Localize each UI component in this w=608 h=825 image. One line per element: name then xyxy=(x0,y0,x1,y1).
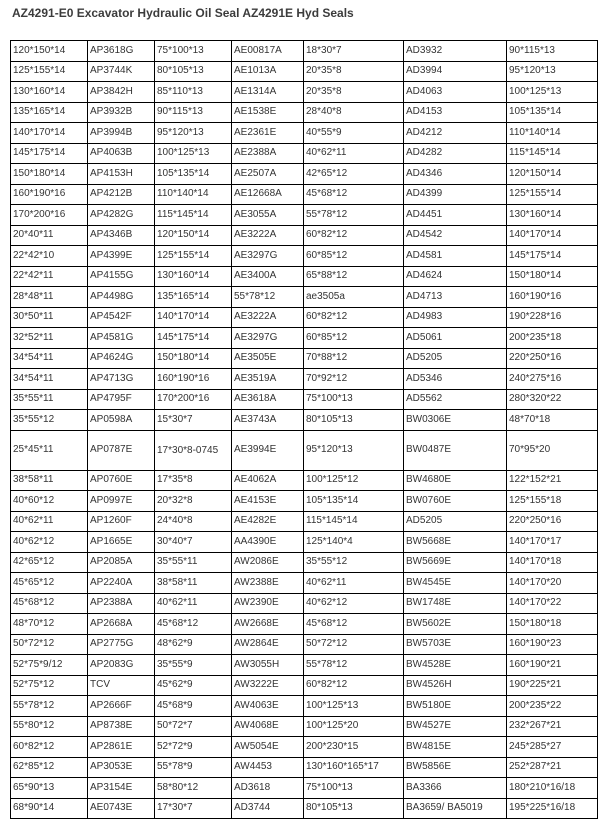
table-cell: AE3400A xyxy=(232,266,304,287)
table-cell: AD3994 xyxy=(404,61,507,82)
table-cell: AP1665E xyxy=(88,532,155,553)
table-cell: AP4212B xyxy=(88,184,155,205)
table-cell: 90*115*13 xyxy=(155,102,232,123)
table-cell: 122*152*21 xyxy=(507,470,598,491)
table-cell: BW0306E xyxy=(404,410,507,431)
table-cell: 75*100*13 xyxy=(304,389,404,410)
table-cell: 40*62*11 xyxy=(304,573,404,594)
table-cell: 34*54*11 xyxy=(11,348,88,369)
table-cell: AE3505E xyxy=(232,348,304,369)
table-cell: AP2240A xyxy=(88,573,155,594)
table-cell: ae3505a xyxy=(304,287,404,308)
table-cell: BW5703E xyxy=(404,634,507,655)
table-cell: AP2775G xyxy=(88,634,155,655)
table-cell: 40*55*9 xyxy=(304,123,404,144)
table-cell: AA4390E xyxy=(232,532,304,553)
table-cell: 105*135*14 xyxy=(507,102,598,123)
table-cell: 28*40*8 xyxy=(304,102,404,123)
table-row xyxy=(11,307,598,328)
table-cell: 40*62*12 xyxy=(304,593,404,614)
table-cell: 55*78*12 xyxy=(304,655,404,676)
table-row xyxy=(11,41,598,62)
table-row xyxy=(11,410,598,431)
table-cell: 35*55*11 xyxy=(11,389,88,410)
table-cell: AP1260F xyxy=(88,511,155,532)
table-cell: AD4153 xyxy=(404,102,507,123)
table-cell: AD4063 xyxy=(404,82,507,103)
table-cell: AW2390E xyxy=(232,593,304,614)
table-cell: 45*68*9 xyxy=(155,696,232,717)
table-cell: AP3618G xyxy=(88,41,155,62)
table-cell: AP0787E xyxy=(88,430,155,470)
table-cell: AW2388E xyxy=(232,573,304,594)
table-cell: AP4795F xyxy=(88,389,155,410)
table-row xyxy=(11,328,598,349)
table-cell: 85*110*13 xyxy=(155,82,232,103)
table-cell: AD4542 xyxy=(404,225,507,246)
table-cell: 20*32*8 xyxy=(155,491,232,512)
table-cell: 125*140*4 xyxy=(304,532,404,553)
table-cell: AE00817A xyxy=(232,41,304,62)
table-cell: 45*62*9 xyxy=(155,675,232,696)
table-row xyxy=(11,184,598,205)
table-cell: 130*160*14 xyxy=(155,266,232,287)
table-cell: AP4498G xyxy=(88,287,155,308)
table-cell: BW0760E xyxy=(404,491,507,512)
table-cell: 52*75*12 xyxy=(11,675,88,696)
table-row xyxy=(11,123,598,144)
table-cell: 252*287*21 xyxy=(507,757,598,778)
table-cell: 55*78*12 xyxy=(304,205,404,226)
table-row xyxy=(11,369,598,390)
table-cell: BW4545E xyxy=(404,573,507,594)
table-cell: 100*125*12 xyxy=(304,470,404,491)
table-cell: 70*88*12 xyxy=(304,348,404,369)
table-cell: 140*170*20 xyxy=(507,573,598,594)
table-cell: 35*55*11 xyxy=(155,552,232,573)
table-cell: AE2388A xyxy=(232,143,304,164)
table-cell: 45*68*12 xyxy=(304,184,404,205)
table-cell: AE3297G xyxy=(232,246,304,267)
table-cell: 18*30*7 xyxy=(304,41,404,62)
table-row xyxy=(11,266,598,287)
table-cell: 45*68*12 xyxy=(304,614,404,635)
table-cell: 160*190*23 xyxy=(507,634,598,655)
table-cell: 60*82*12 xyxy=(304,675,404,696)
table-cell: BW4526H xyxy=(404,675,507,696)
table-cell: BW4815E xyxy=(404,737,507,758)
table-cell: 140*170*14 xyxy=(11,123,88,144)
table-cell: 40*62*11 xyxy=(155,593,232,614)
table-cell: 100*125*13 xyxy=(304,696,404,717)
table-cell: AP3744K xyxy=(88,61,155,82)
table-cell: AD5346 xyxy=(404,369,507,390)
table-cell: BW0487E xyxy=(404,430,507,470)
table-cell: AW3055H xyxy=(232,655,304,676)
table-cell: 68*90*14 xyxy=(11,798,88,819)
table-cell: 150*180*14 xyxy=(155,348,232,369)
table-cell: BW5668E xyxy=(404,532,507,553)
table-cell: 30*50*11 xyxy=(11,307,88,328)
table-cell: AD5061 xyxy=(404,328,507,349)
table-row xyxy=(11,655,598,676)
table-cell: 55*78*12 xyxy=(11,696,88,717)
table-cell: 145*175*14 xyxy=(155,328,232,349)
table-cell: 220*250*16 xyxy=(507,511,598,532)
table-row xyxy=(11,348,598,369)
table-cell: 35*55*12 xyxy=(304,552,404,573)
table-cell: 160*190*16 xyxy=(507,287,598,308)
table-cell: BW4528E xyxy=(404,655,507,676)
table-cell: AE12668A xyxy=(232,184,304,205)
table-cell: 40*62*11 xyxy=(11,511,88,532)
table-cell: AW2086E xyxy=(232,552,304,573)
table-cell: 130*160*165*17 xyxy=(304,757,404,778)
table-cell: 90*115*13 xyxy=(507,41,598,62)
table-cell: 22*42*11 xyxy=(11,266,88,287)
table-row xyxy=(11,737,598,758)
table-cell: AE1314A xyxy=(232,82,304,103)
table-cell: AP3154E xyxy=(88,778,155,799)
table-cell: 110*140*14 xyxy=(155,184,232,205)
table-cell: 20*35*8 xyxy=(304,61,404,82)
table-cell: 100*125*13 xyxy=(507,82,598,103)
table-cell: 160*190*16 xyxy=(155,369,232,390)
table-cell: AD4399 xyxy=(404,184,507,205)
table-cell: AD4451 xyxy=(404,205,507,226)
table-cell: 145*175*14 xyxy=(11,143,88,164)
table-cell: 15*30*7 xyxy=(155,410,232,431)
table-cell: 100*125*13 xyxy=(155,143,232,164)
table-cell: 50*72*12 xyxy=(304,634,404,655)
table-cell: 140*170*18 xyxy=(507,552,598,573)
table-cell: AD4713 xyxy=(404,287,507,308)
table-cell: 200*230*15 xyxy=(304,737,404,758)
table-cell: 25*45*11 xyxy=(11,430,88,470)
table-cell: 75*100*13 xyxy=(304,778,404,799)
table-cell: 50*72*12 xyxy=(11,634,88,655)
table-cell: 120*150*14 xyxy=(507,164,598,185)
table-cell: 240*275*16 xyxy=(507,369,598,390)
table-row xyxy=(11,757,598,778)
table-row xyxy=(11,593,598,614)
table-cell: 45*68*12 xyxy=(11,593,88,614)
table-cell: 145*175*14 xyxy=(507,246,598,267)
table-cell: AD4983 xyxy=(404,307,507,328)
table-cell: AE2361E xyxy=(232,123,304,144)
table-cell: 180*210*16/18 xyxy=(507,778,598,799)
table-cell: 30*40*7 xyxy=(155,532,232,553)
table-cell: AE3618A xyxy=(232,389,304,410)
table-cell: 135*165*14 xyxy=(11,102,88,123)
table-cell: 50*72*7 xyxy=(155,716,232,737)
table-cell: 130*160*14 xyxy=(11,82,88,103)
table-cell: AP3842H xyxy=(88,82,155,103)
table-cell: 220*250*16 xyxy=(507,348,598,369)
table-cell: AP4581G xyxy=(88,328,155,349)
table-cell: AW4453 xyxy=(232,757,304,778)
table-cell: 60*82*12 xyxy=(304,307,404,328)
table-cell: AE4153E xyxy=(232,491,304,512)
table-cell: 150*180*14 xyxy=(507,266,598,287)
table-cell: 150*180*14 xyxy=(11,164,88,185)
table-cell: AP2085A xyxy=(88,552,155,573)
table-cell: 40*62*12 xyxy=(11,532,88,553)
table-row xyxy=(11,287,598,308)
table-cell: BW4527E xyxy=(404,716,507,737)
table-row xyxy=(11,696,598,717)
table-cell: BA3366 xyxy=(404,778,507,799)
table-cell: 80*105*13 xyxy=(304,410,404,431)
table-row xyxy=(11,225,598,246)
table-cell: AD5562 xyxy=(404,389,507,410)
table-cell: 140*170*17 xyxy=(507,532,598,553)
table-cell: 20*35*8 xyxy=(304,82,404,103)
table-cell: TCV xyxy=(88,675,155,696)
table-cell: 115*145*14 xyxy=(304,511,404,532)
table-cell: 232*267*21 xyxy=(507,716,598,737)
table-cell: AE2507A xyxy=(232,164,304,185)
table-cell: 115*145*14 xyxy=(507,143,598,164)
table-cell: 125*155*14 xyxy=(11,61,88,82)
table-cell: AP4399E xyxy=(88,246,155,267)
table-cell: BW5856E xyxy=(404,757,507,778)
table-cell: 38*58*11 xyxy=(11,470,88,491)
table-cell: AP4542F xyxy=(88,307,155,328)
table-cell: AP3932B xyxy=(88,102,155,123)
table-cell: 280*320*22 xyxy=(507,389,598,410)
table-row xyxy=(11,164,598,185)
table-cell: 80*105*13 xyxy=(304,798,404,819)
table-row xyxy=(11,61,598,82)
table-row xyxy=(11,573,598,594)
table-cell: AE1538E xyxy=(232,102,304,123)
table-cell: AP4063B xyxy=(88,143,155,164)
table-row xyxy=(11,389,598,410)
table-cell: AP4713G xyxy=(88,369,155,390)
table-cell: 115*145*14 xyxy=(155,205,232,226)
table-cell: AP4155G xyxy=(88,266,155,287)
table-row xyxy=(11,143,598,164)
page-title: AZ4291-E0 Excavator Hydraulic Oil Seal AZ4291E Hyd Seals xyxy=(12,6,354,20)
table-cell: AP2666F xyxy=(88,696,155,717)
table-cell: 195*225*16/18 xyxy=(507,798,598,819)
table-cell: 105*135*14 xyxy=(155,164,232,185)
table-cell: 62*85*12 xyxy=(11,757,88,778)
table-cell: 80*105*13 xyxy=(155,61,232,82)
table-row xyxy=(11,798,598,819)
table-cell: 35*55*9 xyxy=(155,655,232,676)
table-cell: AP0997E xyxy=(88,491,155,512)
table-cell: AW5054E xyxy=(232,737,304,758)
table-cell: 52*72*9 xyxy=(155,737,232,758)
table-cell: AD5205 xyxy=(404,348,507,369)
table-cell: 20*40*11 xyxy=(11,225,88,246)
table-cell: AD3618 xyxy=(232,778,304,799)
table-cell: AW2864E xyxy=(232,634,304,655)
table-cell: 48*62*9 xyxy=(155,634,232,655)
table-cell: AE3519A xyxy=(232,369,304,390)
table-cell: AE4282E xyxy=(232,511,304,532)
table-cell: AP4346B xyxy=(88,225,155,246)
table-cell: 65*90*13 xyxy=(11,778,88,799)
table-cell: BW1748E xyxy=(404,593,507,614)
table-cell: AP3053E xyxy=(88,757,155,778)
table-cell: BW5602E xyxy=(404,614,507,635)
table-row xyxy=(11,82,598,103)
table-cell: AW3222E xyxy=(232,675,304,696)
table-cell: 125*155*18 xyxy=(507,491,598,512)
table-cell: 28*48*11 xyxy=(11,287,88,308)
table-cell: AE0743E xyxy=(88,798,155,819)
table-row xyxy=(11,246,598,267)
table-row xyxy=(11,102,598,123)
table-cell: 95*120*13 xyxy=(155,123,232,144)
table-cell: 150*180*18 xyxy=(507,614,598,635)
table-cell: 40*60*12 xyxy=(11,491,88,512)
table-body xyxy=(11,41,598,819)
table-row xyxy=(11,532,598,553)
table-cell: 17*30*8-0745 xyxy=(155,430,232,470)
table-cell: 140*170*22 xyxy=(507,593,598,614)
table-row xyxy=(11,716,598,737)
table-cell: 170*200*16 xyxy=(11,205,88,226)
table-cell: 34*54*11 xyxy=(11,369,88,390)
table-cell: 160*190*16 xyxy=(11,184,88,205)
table-row xyxy=(11,491,598,512)
table-cell: 100*125*20 xyxy=(304,716,404,737)
table-cell: AP4153H xyxy=(88,164,155,185)
table-cell: 170*200*16 xyxy=(155,389,232,410)
table-cell: AP0598A xyxy=(88,410,155,431)
table-cell: 45*65*12 xyxy=(11,573,88,594)
table-row xyxy=(11,675,598,696)
table-cell: 55*78*12 xyxy=(232,287,304,308)
table-cell: 70*95*20 xyxy=(507,430,598,470)
table-cell: AD3932 xyxy=(404,41,507,62)
table-cell: AD5205 xyxy=(404,511,507,532)
table-cell: 22*42*10 xyxy=(11,246,88,267)
table-cell: AE4062A xyxy=(232,470,304,491)
table-cell: 55*78*9 xyxy=(155,757,232,778)
table-cell: AP4624G xyxy=(88,348,155,369)
table-cell: 35*55*12 xyxy=(11,410,88,431)
table-cell: AP4282G xyxy=(88,205,155,226)
table-cell: 17*35*8 xyxy=(155,470,232,491)
table-cell: BW5180E xyxy=(404,696,507,717)
table-cell: AE1013A xyxy=(232,61,304,82)
table-cell: 55*80*12 xyxy=(11,716,88,737)
table-cell: 135*165*14 xyxy=(155,287,232,308)
table-cell: AE3994E xyxy=(232,430,304,470)
table-row xyxy=(11,634,598,655)
table-cell: AD4346 xyxy=(404,164,507,185)
table-cell: AP2668A xyxy=(88,614,155,635)
table-cell: BW4680E xyxy=(404,470,507,491)
table-cell: AE3743A xyxy=(232,410,304,431)
table-row xyxy=(11,470,598,491)
table-cell: 48*70*12 xyxy=(11,614,88,635)
table-cell: 95*120*13 xyxy=(507,61,598,82)
table-cell: 40*62*11 xyxy=(304,143,404,164)
table-row xyxy=(11,205,598,226)
table-cell: 42*65*12 xyxy=(11,552,88,573)
table-row xyxy=(11,778,598,799)
table-cell: 105*135*14 xyxy=(304,491,404,512)
table-cell: 42*65*12 xyxy=(304,164,404,185)
table-cell: 140*170*14 xyxy=(507,225,598,246)
table-row xyxy=(11,552,598,573)
table-row xyxy=(11,614,598,635)
table-cell: AW4063E xyxy=(232,696,304,717)
table-cell: 38*58*11 xyxy=(155,573,232,594)
table-cell: AP2388A xyxy=(88,593,155,614)
table-cell: 32*52*11 xyxy=(11,328,88,349)
table-cell: BW5669E xyxy=(404,552,507,573)
table-cell: 60*82*12 xyxy=(11,737,88,758)
table-cell: 45*68*12 xyxy=(155,614,232,635)
table-cell: 120*150*14 xyxy=(155,225,232,246)
table-cell: 190*225*21 xyxy=(507,675,598,696)
table-cell: BA3659/ BA5019 xyxy=(404,798,507,819)
table-cell: 65*88*12 xyxy=(304,266,404,287)
table-cell: 120*150*14 xyxy=(11,41,88,62)
table-cell: AE3055A xyxy=(232,205,304,226)
table-cell: 125*155*14 xyxy=(507,184,598,205)
table-cell: 60*82*12 xyxy=(304,225,404,246)
table-cell: AW4068E xyxy=(232,716,304,737)
table-cell: 160*190*21 xyxy=(507,655,598,676)
table-cell: 52*75*9/12 xyxy=(11,655,88,676)
table-cell: 60*85*12 xyxy=(304,328,404,349)
table-cell: AP2861E xyxy=(88,737,155,758)
table-cell: 58*80*12 xyxy=(155,778,232,799)
table-cell: 200*235*22 xyxy=(507,696,598,717)
table-cell: 70*92*12 xyxy=(304,369,404,390)
table-cell: AW2668E xyxy=(232,614,304,635)
table-cell: 75*100*13 xyxy=(155,41,232,62)
table-cell: AP3994B xyxy=(88,123,155,144)
table-cell: 48*70*18 xyxy=(507,410,598,431)
table-row xyxy=(11,430,598,470)
table-cell: 17*30*7 xyxy=(155,798,232,819)
table-cell: AE3222A xyxy=(232,307,304,328)
table-cell: AP2083G xyxy=(88,655,155,676)
table-cell: AE3222A xyxy=(232,225,304,246)
table-cell: 200*235*18 xyxy=(507,328,598,349)
table-cell: AD4624 xyxy=(404,266,507,287)
table-cell: AD4581 xyxy=(404,246,507,267)
table-cell: AE3297G xyxy=(232,328,304,349)
table-cell: 60*85*12 xyxy=(304,246,404,267)
table-cell: AP8738E xyxy=(88,716,155,737)
table-cell: AP0760E xyxy=(88,470,155,491)
table-cell: 125*155*14 xyxy=(155,246,232,267)
table-cell: AD4212 xyxy=(404,123,507,144)
table-cell: AD4282 xyxy=(404,143,507,164)
table-row xyxy=(11,511,598,532)
table-cell: 24*40*8 xyxy=(155,511,232,532)
table-cell: AD3744 xyxy=(232,798,304,819)
table-cell: 140*170*14 xyxy=(155,307,232,328)
table-cell: 95*120*13 xyxy=(304,430,404,470)
table-cell: 190*228*16 xyxy=(507,307,598,328)
seal-part-table xyxy=(10,40,598,819)
table-cell: 110*140*14 xyxy=(507,123,598,144)
table-cell: 245*285*27 xyxy=(507,737,598,758)
table-cell: 130*160*14 xyxy=(507,205,598,226)
